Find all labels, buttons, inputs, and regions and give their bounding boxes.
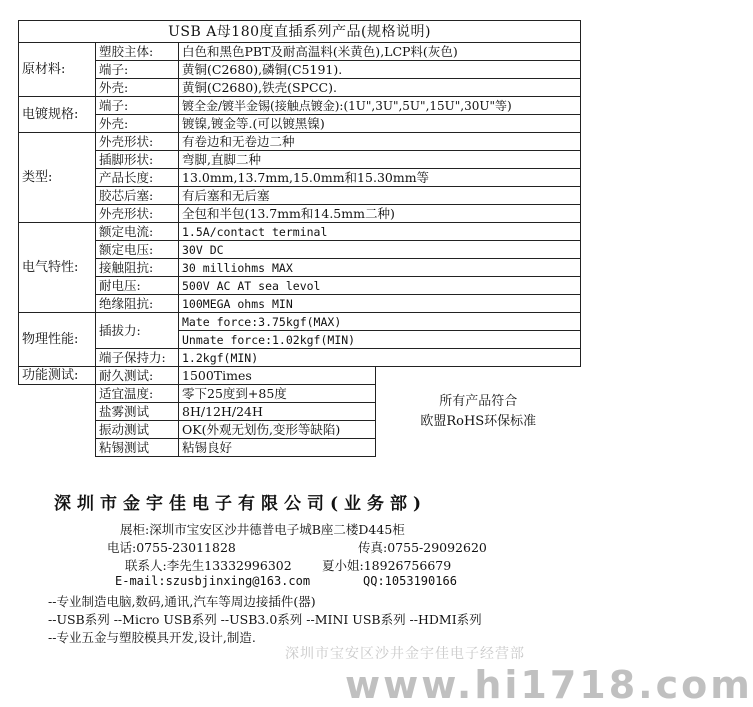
- spec-value: 镀全金/镀半金锡(接触点镀金):(1U",3U",5U",15U",30U"等): [179, 97, 581, 115]
- spec-value: 30 milliohms MAX: [179, 259, 581, 277]
- email: E-mail:szusbjinxing@163.com: [115, 574, 311, 588]
- spec-key: 端子保持力:: [96, 349, 179, 367]
- spec-key: 外壳:: [96, 115, 179, 133]
- spec-value: 1.2kgf(MIN): [179, 349, 581, 367]
- spec-key: 端子:: [96, 97, 179, 115]
- spec-key: 塑胶主体:: [96, 43, 179, 61]
- company-name: 深圳市金宇佳电子有限公司(业务部): [54, 494, 428, 514]
- spec-value: 黄铜(C2680),铁壳(SPCC).: [179, 79, 581, 97]
- category-plating: 电镀规格:: [19, 97, 96, 133]
- spec-value: 1.5A/contact terminal: [179, 223, 581, 241]
- spec-key: 插脚形状:: [96, 151, 179, 169]
- spec-key: 适宜温度:: [96, 385, 179, 403]
- category-electrical: 电气特性:: [19, 223, 96, 313]
- spec-key: 产品长度:: [96, 169, 179, 187]
- spec-key: 振动测试: [96, 421, 179, 439]
- spec-value: 弯脚,直脚二种: [179, 151, 581, 169]
- spec-key: 额定电流:: [96, 223, 179, 241]
- spec-value: 13.0mm,13.7mm,15.0mm和15.30mm等: [179, 169, 581, 187]
- service-line-1: --专业制造电脑,数码,通讯,汽车等周边接插件(器): [48, 594, 316, 609]
- spec-key: 端子:: [96, 61, 179, 79]
- category-type: 类型:: [19, 133, 96, 223]
- service-line-2: --USB系列 --Micro USB系列 --USB3.0系列 --MINI USB系列 --HDMI系列: [48, 612, 482, 627]
- spec-title: USB A母180度直插系列产品(规格说明): [19, 21, 581, 43]
- spec-key: 胶芯后塞:: [96, 187, 179, 205]
- spec-value: 全包和半包(13.7mm和14.5mm二种): [179, 205, 581, 223]
- spec-value: 1500Times: [179, 367, 376, 385]
- spec-value: 白色和黑色PBT及耐高温料(米黄色),LCP料(灰色): [179, 43, 581, 61]
- spec-value: 有后塞和无后塞: [179, 187, 581, 205]
- spec-key: 绝缘阻抗:: [96, 295, 179, 313]
- spec-key: 盐雾测试: [96, 403, 179, 421]
- spec-key: 外壳:: [96, 79, 179, 97]
- spec-value: OK(外观无划伤,变形等缺陷): [179, 421, 376, 439]
- rohs-note-line2: 欧盟RoHS环保标准: [420, 413, 537, 429]
- spec-key: 外壳形状:: [96, 205, 179, 223]
- spec-value: Unmate force:1.02kgf(MIN): [179, 331, 581, 349]
- spec-table: [18, 20, 581, 457]
- service-line-3: --专业五金与塑胶模具开发,设计,制造.: [48, 630, 256, 645]
- qq: QQ:1053190166: [363, 574, 457, 588]
- address: 展柜:深圳市宝安区沙井德普电子城B座二楼D445柜: [120, 522, 405, 537]
- spec-value: 30V DC: [179, 241, 581, 259]
- watermark-logo: www.hi1718.com: [345, 663, 753, 707]
- watermark-text: 深圳市宝安区沙井金宇佳电子经营部: [285, 646, 525, 662]
- rohs-note: [376, 367, 581, 457]
- spec-key: 插拔力:: [96, 313, 179, 349]
- spec-value: 镀镍,镀金等.(可以镀黑镍): [179, 115, 581, 133]
- spec-value: 有卷边和无卷边二种: [179, 133, 581, 151]
- category-physical: 物理性能:: [19, 313, 96, 367]
- spec-value: 零下25度到+85度: [179, 385, 376, 403]
- rohs-note-line1: 所有产品符合: [439, 393, 518, 409]
- spec-value: 8H/12H/24H: [179, 403, 376, 421]
- spec-value: 粘锡良好: [179, 439, 376, 457]
- spec-key: 耐电压:: [96, 277, 179, 295]
- spec-value: 黄铜(C2680),磷铜(C5191).: [179, 61, 581, 79]
- spec-value: 100MEGA ohms MIN: [179, 295, 581, 313]
- contact-2: 夏小姐:18926756679: [322, 558, 452, 573]
- contact-1: 联系人:李先生13332996302: [125, 558, 292, 573]
- spec-key: 额定电压:: [96, 241, 179, 259]
- tel: 电话:0755-23011828: [107, 540, 236, 555]
- category-function: 功能测试:: [19, 367, 96, 385]
- spec-key: 耐久测试:: [96, 367, 179, 385]
- spec-key: 外壳形状:: [96, 133, 179, 151]
- spec-value: 500V AC AT sea levol: [179, 277, 581, 295]
- fax: 传真:0755-29092620: [358, 540, 487, 555]
- category-material: 原材料:: [19, 43, 96, 97]
- spec-key: 粘锡测试: [96, 439, 179, 457]
- spec-key: 接触阻抗:: [96, 259, 179, 277]
- spec-value: Mate force:3.75kgf(MAX): [179, 313, 581, 331]
